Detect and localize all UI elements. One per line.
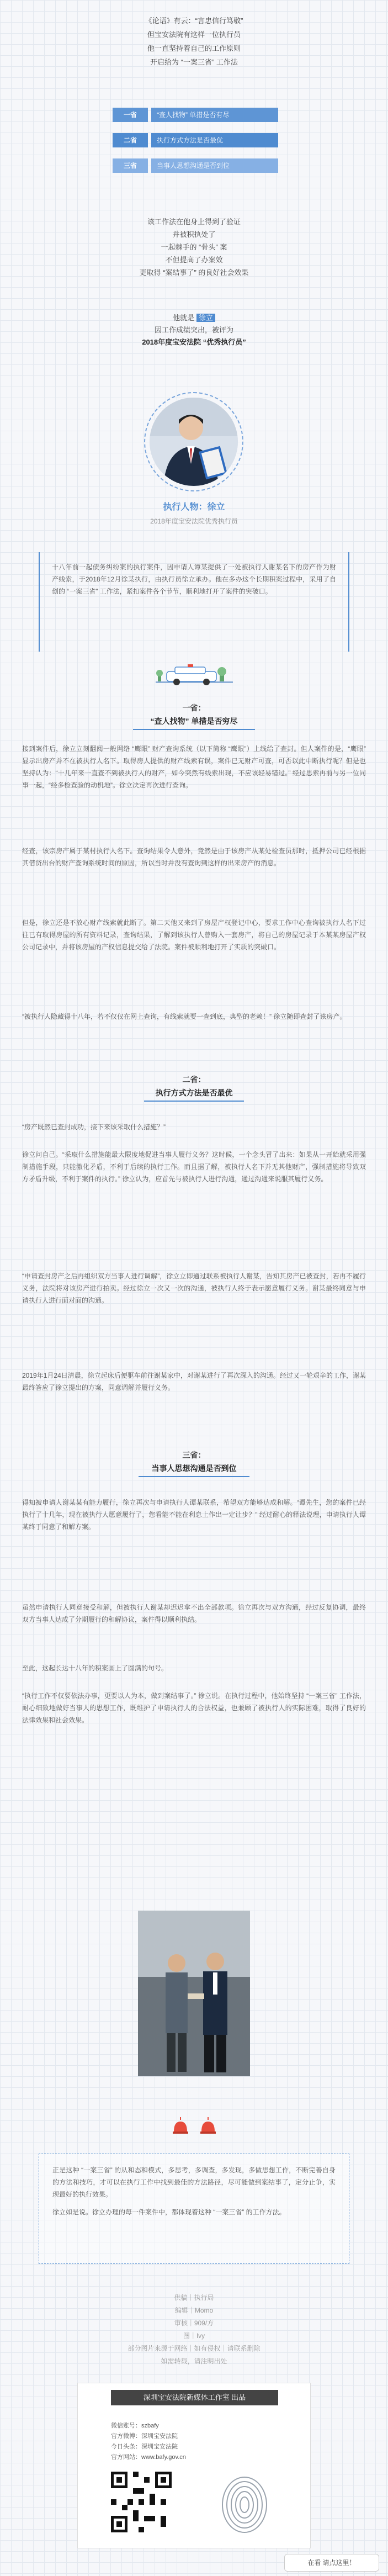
banner-second-reflection xyxy=(113,133,278,147)
section-3-underline xyxy=(139,1476,249,1477)
footer-info-line: 今日头条：深圳宝安法院 xyxy=(111,2443,178,2450)
honor-line-1 xyxy=(0,312,388,324)
honor-title: 2018年度宝安法院 “优秀执行员” xyxy=(142,338,246,346)
footer-info xyxy=(111,2421,186,2463)
section-3-para: 得知被申请人谢某某有能力履行，徐立再次与申请执行人谭某联系，希望双方能够达成和解。“谭先生，您的案件已经执行了十几年，现在被执行人愿意履行了，您看能不能在利息上作出一定让步？” 经过耐心的释法说理，申请执行人谭某终于同意了和解方案。 xyxy=(22,1499,366,1531)
credit-line: 审核｜909/方 xyxy=(174,2319,214,2327)
fingerprint-seal-icon xyxy=(213,2474,277,2535)
banner-third-reflection xyxy=(113,158,278,173)
honor-name: 徐立 xyxy=(196,314,215,322)
banner-tag: 一省 xyxy=(113,108,148,122)
section-2-para: “申请查封房产之后再组织双方当事人进行调解”，徐立立即通过联系被执行人谢某，告知其房产已被查封，若再不履行义务，法院将对该房产进行拍卖。经过徐立一次又一次的沟通，被执行人终于表示愿意履行义务。谢某最终同意与申请执行人进行面对面的沟通。 xyxy=(22,1272,366,1304)
section-2-title: 执行方式方法是否最优 xyxy=(155,1088,233,1097)
handover-photo xyxy=(138,1911,250,2076)
section-2-underline xyxy=(144,1101,244,1102)
poem-lines xyxy=(0,215,388,279)
alarm-light-icon xyxy=(168,2115,221,2137)
poem-line: 一起棘手的 “骨头” 案 xyxy=(161,243,227,251)
closing-quote-box xyxy=(39,2154,349,2264)
honor-line-2: 因工作成绩突出，被评为 xyxy=(154,326,233,334)
poem-line: 不但提高了办案效 xyxy=(165,256,223,264)
footer-header: 深圳宝安法院新媒体工作室 出品 xyxy=(111,2390,278,2405)
intro-line: 《论语》有云：“言忠信行笃敬” xyxy=(145,17,243,25)
credit-line: 如需转载，请注明出处 xyxy=(161,2357,227,2365)
section-2-para: 徐立问自己。“采取什么措施能最大限度地促进当事人履行义务？这时候，一个念头冒了出来：如果从一开始就采用强制措施手段，只能激化矛盾，不利于后续的执行工作。而且据了解，被执行人名下并无其他财产，强制措施将导致双方矛盾升级，不利于案件的执行。” 徐立认为，应首先与被执行人进行沟通，通过沟通来说服其履行义务。 xyxy=(22,1151,366,1183)
honor-prefix: 他就是 xyxy=(173,314,195,322)
section-2-quote: “房产既然已查封成功，接下来该采取什么措施？” xyxy=(22,1123,166,1131)
person-name: 执行人物：徐立 xyxy=(163,502,225,512)
footer-info-line: 官方微博：深圳宝安法院 xyxy=(111,2433,178,2440)
banner-text: 当事人思想沟通是否到位 xyxy=(151,158,278,173)
share-view-button[interactable]: 在看 请点这里！ xyxy=(284,2554,379,2572)
credit-line: 编辑｜Momo xyxy=(174,2307,214,2314)
closing-quote-para: 徐立如是说。徐立办理的每一件案件中，都体现着这种 “一案三省” 的工作方法。 xyxy=(52,2208,286,2216)
footer-card xyxy=(77,2383,311,2548)
police-car-illustration-icon xyxy=(150,663,238,690)
section-1-para: 接到案件后，徐立立刻翻阅一般网络 “鹰眼” 财产查询系统（以下简称 “鹰眼”）上线给了查封。但人案件的是，“鹰眼” 显示出房产并不在被执行人名下。取得房人提供的财产线索有误，案件已无财产可查，可否以此中断执行呢？但是也坚持认为：“十几年来一直查不到被执行人的财产，如今突然有线索出现，不应该轻易错过。” 经过思索再前与另一位同事一起，“经多检查验的动机地”。徐立决定再次进行查询。 xyxy=(22,745,366,789)
section-1-para: 但是，徐立还是不放心财产线索就此断了。第二天他又来到了房屋产权登记中心，要求工作中心查询被执行人名下过往已有取得房屋的所有资料记录，查询结果，了解到该执行人曾购入一套房产，将自己的房屋记录于本某某房屋产权公司记录中，并将该房屋的产权信息提交给了法院。案件被顺利地打开了实质的突破口。 xyxy=(22,919,366,951)
credit-line: 部分图片来源于网络｜如有侵权｜请联系删除 xyxy=(127,2345,261,2352)
banner-tag: 二省 xyxy=(113,133,148,147)
avatar xyxy=(150,398,238,486)
banner-first-reflection xyxy=(113,108,278,122)
section-3-number: 三省： xyxy=(182,1451,206,1459)
section-3-para: 至此，这起长达十八年的积案画上了圆满的句号。 xyxy=(22,1664,168,1672)
credits xyxy=(0,2292,388,2368)
banner-tag: 三省 xyxy=(113,158,148,173)
section-3-para: 虽然申请执行人同意接受和解，但被执行人谢某却迟迟拿不出全部款项。徐立再次与双方沟通，经过反复协调，最终双方当事人达成了分期履行的和解协议，案件得以顺利执结。 xyxy=(22,1604,366,1623)
honor-block xyxy=(0,312,388,348)
section-1-para: 经查，该宗房产属于某村执行人名下。查询结果令人意外，竟然是由于该房产从某处检查员那时，抵押公司已经根据其借贷出台的财产查询系统时间的原因，所以当时并没有查询到这样的出来房产的消息。 xyxy=(22,847,366,867)
section-3-title: 当事人思想沟通是否到位 xyxy=(151,1464,237,1473)
poem-line: 该工作法在他身上得到了验证 xyxy=(147,218,241,226)
credit-line: 图｜Ivy xyxy=(183,2332,205,2340)
section-1-para: “被执行人隐藏得十八年，若不仅仅在网上查询，有线索就要一查到底，典型的老赖！” 徐立随即查封了该房产。 xyxy=(22,1013,347,1020)
poem-line: 并被积执处了 xyxy=(172,230,216,239)
poem-line: 更取得 “案结事了” 的良好社会效果 xyxy=(139,268,249,277)
qr-code-icon xyxy=(111,2472,172,2532)
banner-text: 执行方式方法是否最优 xyxy=(151,133,278,147)
section-3-para: “执行工作不仅要依法办事，更要以人为本，做到案结事了。” 徐立说。在执行过程中，他始终坚持 “一案三省” 工作法，耐心细致地做好当事人的思想工作，既维护了申请执行人的合法权益，也兼顾了被执行人的实际困难，取得了良好的法律效果和社会效果。 xyxy=(22,1692,366,1724)
section-1-underline xyxy=(133,729,255,730)
case-summary: 十八年前一起债务纠纷案的执行案件，因申请人谭某提供了一处被执行人谢某名下的房产作为财产线索，于2018年12月徐某执行，由执行员徐立承办。他在多办这个长期积案过程中，采用了自创的 “一案三省” 工作法，紧扣案件各个节节，顺利地打开了案件的突破口。 xyxy=(39,552,349,652)
intro-line: 他一直坚持着自己的工作原则 xyxy=(147,44,241,52)
intro-line: 但宝安法院有这样一位执行员 xyxy=(147,30,241,39)
section-2-number: 二省： xyxy=(182,1075,206,1084)
section-1-number: 一省： xyxy=(182,703,206,712)
section-2-para: 2019年1月24日清晨，徐立起床后便驱车前往谢某家中，对谢某进行了再次深入的沟通。经过又一轮艰辛的工作，谢某最终答应了徐立提出的方案，同意调解并履行义务。 xyxy=(22,1372,366,1392)
closing-quote-para: 正是这种 “一案三省” 的从和态和模式，多思考，多调查，多发现，多做思想工作，不断完善自身的方法和技巧，才可以在执行工作中找到最佳的方法路径，尽可能做到案结事了，定分止争，实现最好的执行效果。 xyxy=(52,2166,336,2198)
banner-text: “查人找物” 单措是否有尽 xyxy=(151,108,278,122)
handover-scene-icon xyxy=(138,1911,250,2076)
intro-lines xyxy=(0,14,388,69)
intro-line: 开启给为 “一案三省” 工作法 xyxy=(150,58,238,66)
credit-line: 供稿｜执行局 xyxy=(174,2294,214,2302)
person-subtitle: 2018年度宝安法院优秀执行员 xyxy=(150,517,238,525)
person-portrait-icon xyxy=(150,398,238,486)
section-1-title: “查人找物” 单措是否穷尽 xyxy=(150,717,238,726)
court-seal-image xyxy=(213,2474,277,2535)
footer-info-line: 微信账号：szbafy xyxy=(111,2422,159,2429)
qr-code[interactable] xyxy=(111,2472,172,2532)
footer-info-line: 官方网站：www.bafy.gov.cn xyxy=(111,2454,186,2461)
